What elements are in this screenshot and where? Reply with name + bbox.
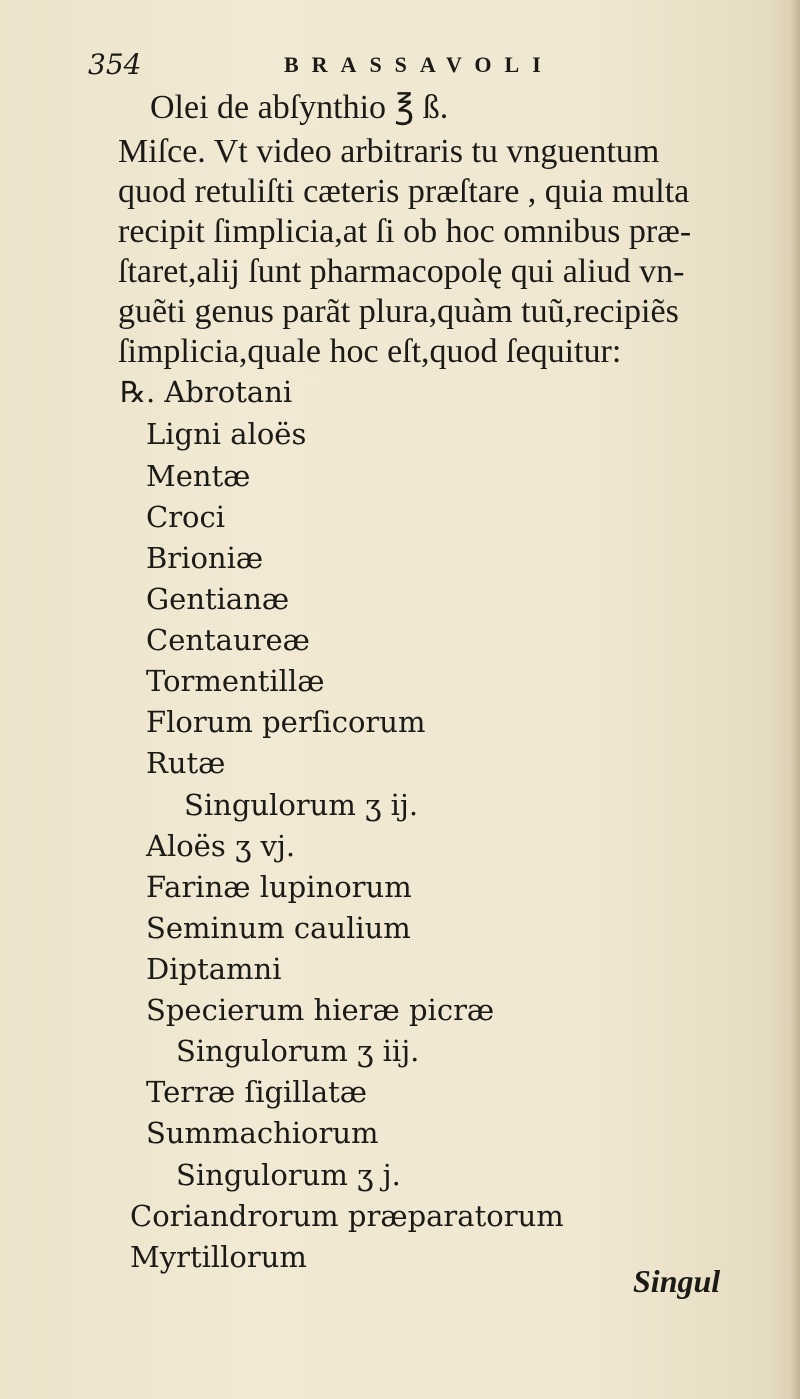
text-line: ſtaret,alij ſunt pharmacopolę qui aliud vn- xyxy=(118,253,685,290)
recipe-line: Mentæ xyxy=(146,459,251,493)
recipe-line: Centaureæ xyxy=(146,623,310,657)
recipe-line: Brioniæ xyxy=(146,541,264,575)
page-edge-shadow xyxy=(790,0,800,1399)
recipe-line: Aloës ʒ vj. xyxy=(146,829,296,863)
recipe-line: Myrtillorum xyxy=(130,1240,307,1274)
text-line: Miſce. Vt video arbitraris tu vnguentum xyxy=(118,133,660,170)
page-number: 354 xyxy=(88,48,142,81)
recipe-line: Ligni aloës xyxy=(146,417,307,451)
text-line: recipit ſimplicia,at ſi ob hoc omnibus præ- xyxy=(118,213,692,250)
running-head: BRASSAVOLI xyxy=(284,52,554,77)
text-line: Olei de abſynthio ℥ ß. xyxy=(150,89,449,126)
recipe-line: Florum perſicorum xyxy=(146,705,426,739)
recipe-line: ℞. Abrotani xyxy=(120,375,293,409)
text-line: guẽti genus parãt plura,quàm tuũ,recipiẽs xyxy=(118,293,679,330)
recipe-line: Singulorum ʒ ij. xyxy=(184,788,419,822)
recipe-line: Gentianæ xyxy=(146,582,290,616)
recipe-line: Singulorum ʒ j. xyxy=(176,1158,401,1192)
recipe-line: Summachiorum xyxy=(146,1116,379,1150)
recipe-line: Diptamni xyxy=(146,952,282,986)
recipe-line: Terræ ſigillatæ xyxy=(146,1075,368,1109)
catchword: Singul xyxy=(633,1263,721,1299)
recipe-line: Rutæ xyxy=(146,746,226,780)
recipe-line: Singulorum ʒ iij. xyxy=(176,1034,420,1068)
recipe-line: Coriandrorum præparatorum xyxy=(130,1199,564,1233)
recipe-line: Tormentillæ xyxy=(146,664,325,698)
recipe-line: Specierum hieræ picræ xyxy=(146,993,495,1027)
recipe-line: Croci xyxy=(146,500,226,534)
recipe-line: Farinæ lupinorum xyxy=(146,870,412,904)
page-header xyxy=(88,48,648,88)
recipe-line: Seminum caulium xyxy=(146,911,411,945)
text-line: quod retuliſti cæteris præſtare , quia multa xyxy=(118,173,690,210)
text-line: ſimplicia,quale hoc eſt,quod ſequitur: xyxy=(118,333,622,370)
